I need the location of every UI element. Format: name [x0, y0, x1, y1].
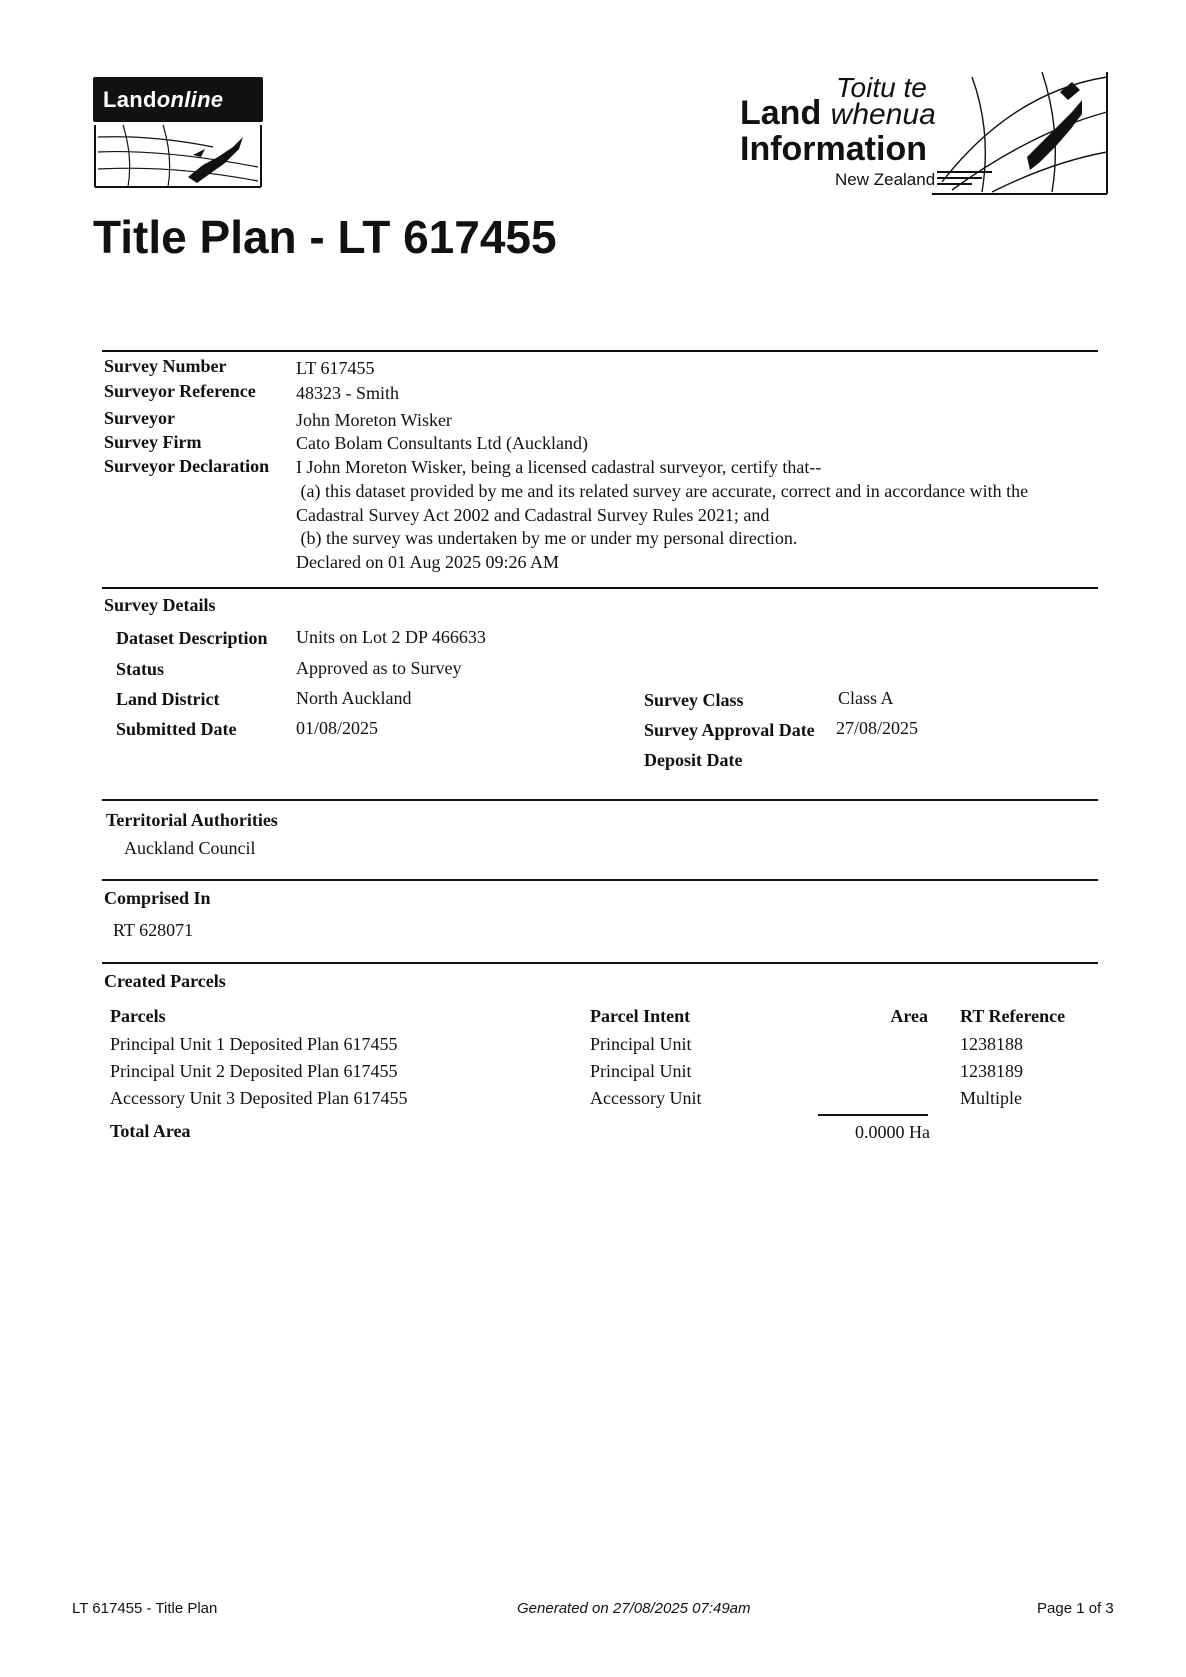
section-divider: [102, 799, 1098, 801]
total-area-value: 0.0000 Ha: [855, 1122, 930, 1142]
table-row-rt: 1238189: [960, 1061, 1023, 1081]
column-header-parcel-intent: Parcel Intent: [590, 1006, 691, 1026]
linz-logo-line3: Information: [740, 130, 927, 168]
section-divider: [102, 350, 1098, 352]
table-row-rt: Multiple: [960, 1088, 1022, 1108]
table-row-parcel: Principal Unit 2 Deposited Plan 617455: [110, 1061, 398, 1081]
table-row-parcel: Principal Unit 1 Deposited Plan 617455: [110, 1034, 398, 1054]
landonline-logo: [93, 77, 263, 189]
surveyor-declaration-label: Surveyor Declaration: [104, 456, 270, 476]
table-row-intent: Principal Unit: [590, 1034, 692, 1054]
declaration-line: Declared on 01 Aug 2025 09:26 AM: [296, 552, 559, 572]
declaration-line: I John Moreton Wisker, being a licensed cadastral surveyor, certify that--: [296, 457, 822, 477]
survey-approval-date-value: 27/08/2025: [836, 718, 919, 738]
section-divider: [102, 587, 1098, 589]
land-district-value: North Auckland: [296, 688, 412, 708]
survey-class-label: Survey Class: [644, 690, 744, 710]
status-label: Status: [116, 659, 165, 679]
column-header-rt-reference: RT Reference: [960, 1006, 1066, 1026]
submitted-date-value: 01/08/2025: [296, 718, 379, 738]
linz-logo-line2: Land whenua: [740, 94, 936, 132]
status-value: Approved as to Survey: [296, 658, 462, 678]
declaration-line: (b) the survey was undertaken by me or under my personal direction.: [296, 528, 798, 548]
section-divider: [102, 962, 1098, 964]
survey-number-label: Survey Number: [104, 356, 227, 376]
surveyor-reference-label: Surveyor Reference: [104, 381, 256, 401]
survey-firm-label: Survey Firm: [104, 432, 202, 452]
page-title: Title Plan - LT 617455: [93, 211, 557, 263]
comprised-in-item: RT 628071: [113, 920, 194, 940]
submitted-date-label: Submitted Date: [116, 719, 237, 739]
declaration-line: Cadastral Survey Act 2002 and Cadastral Survey Rules 2021; and: [296, 505, 770, 525]
total-area-label: Total Area: [110, 1121, 191, 1141]
table-row-intent: Accessory Unit: [590, 1088, 702, 1108]
nz-map-icon: [93, 77, 263, 189]
territorial-authority-item: Auckland Council: [124, 838, 256, 858]
surveyor-value: John Moreton Wisker: [296, 410, 452, 430]
declaration-line: (a) this dataset provided by me and its related survey are accurate, correct and in accordance with the: [296, 481, 1029, 501]
table-row-rt: 1238188: [960, 1034, 1023, 1054]
land-district-label: Land District: [116, 689, 220, 709]
footer-document-name: LT 617455 - Title Plan: [72, 1600, 218, 1617]
linz-logo-line4: New Zealand: [835, 170, 936, 189]
linz-logo: [740, 72, 1112, 196]
section-divider: [102, 879, 1098, 881]
footer-generated-timestamp: Generated on 27/08/2025 07:49am: [517, 1600, 751, 1617]
dataset-description-value: Units on Lot 2 DP 466633: [296, 627, 486, 647]
table-row-intent: Principal Unit: [590, 1061, 692, 1081]
linz-logo-line1: Toitu te: [836, 72, 927, 103]
survey-firm-value: Cato Bolam Consultants Ltd (Auckland): [296, 433, 588, 453]
dataset-description-label: Dataset Description: [116, 628, 268, 648]
deposit-date-label: Deposit Date: [644, 750, 743, 770]
survey-details-heading: Survey Details: [104, 595, 216, 615]
total-area-rule: [818, 1114, 928, 1116]
territorial-authorities-heading: Territorial Authorities: [106, 810, 278, 830]
surveyor-reference-value: 48323 - Smith: [296, 383, 400, 403]
survey-class-value: Class A: [838, 688, 894, 708]
survey-number-value: LT 617455: [296, 358, 375, 378]
landonline-logo-text: Landonline: [103, 87, 224, 112]
comprised-in-heading: Comprised In: [104, 888, 211, 908]
footer-page-number: Page 1 of 3: [1037, 1600, 1114, 1617]
created-parcels-heading: Created Parcels: [104, 971, 226, 991]
surveyor-label: Surveyor: [104, 408, 175, 428]
column-header-area: Area: [890, 1006, 928, 1026]
table-row-parcel: Accessory Unit 3 Deposited Plan 617455: [110, 1088, 408, 1108]
globe-map-icon: [932, 72, 1112, 196]
column-header-parcels: Parcels: [110, 1006, 166, 1026]
survey-approval-date-label: Survey Approval Date: [644, 720, 815, 740]
